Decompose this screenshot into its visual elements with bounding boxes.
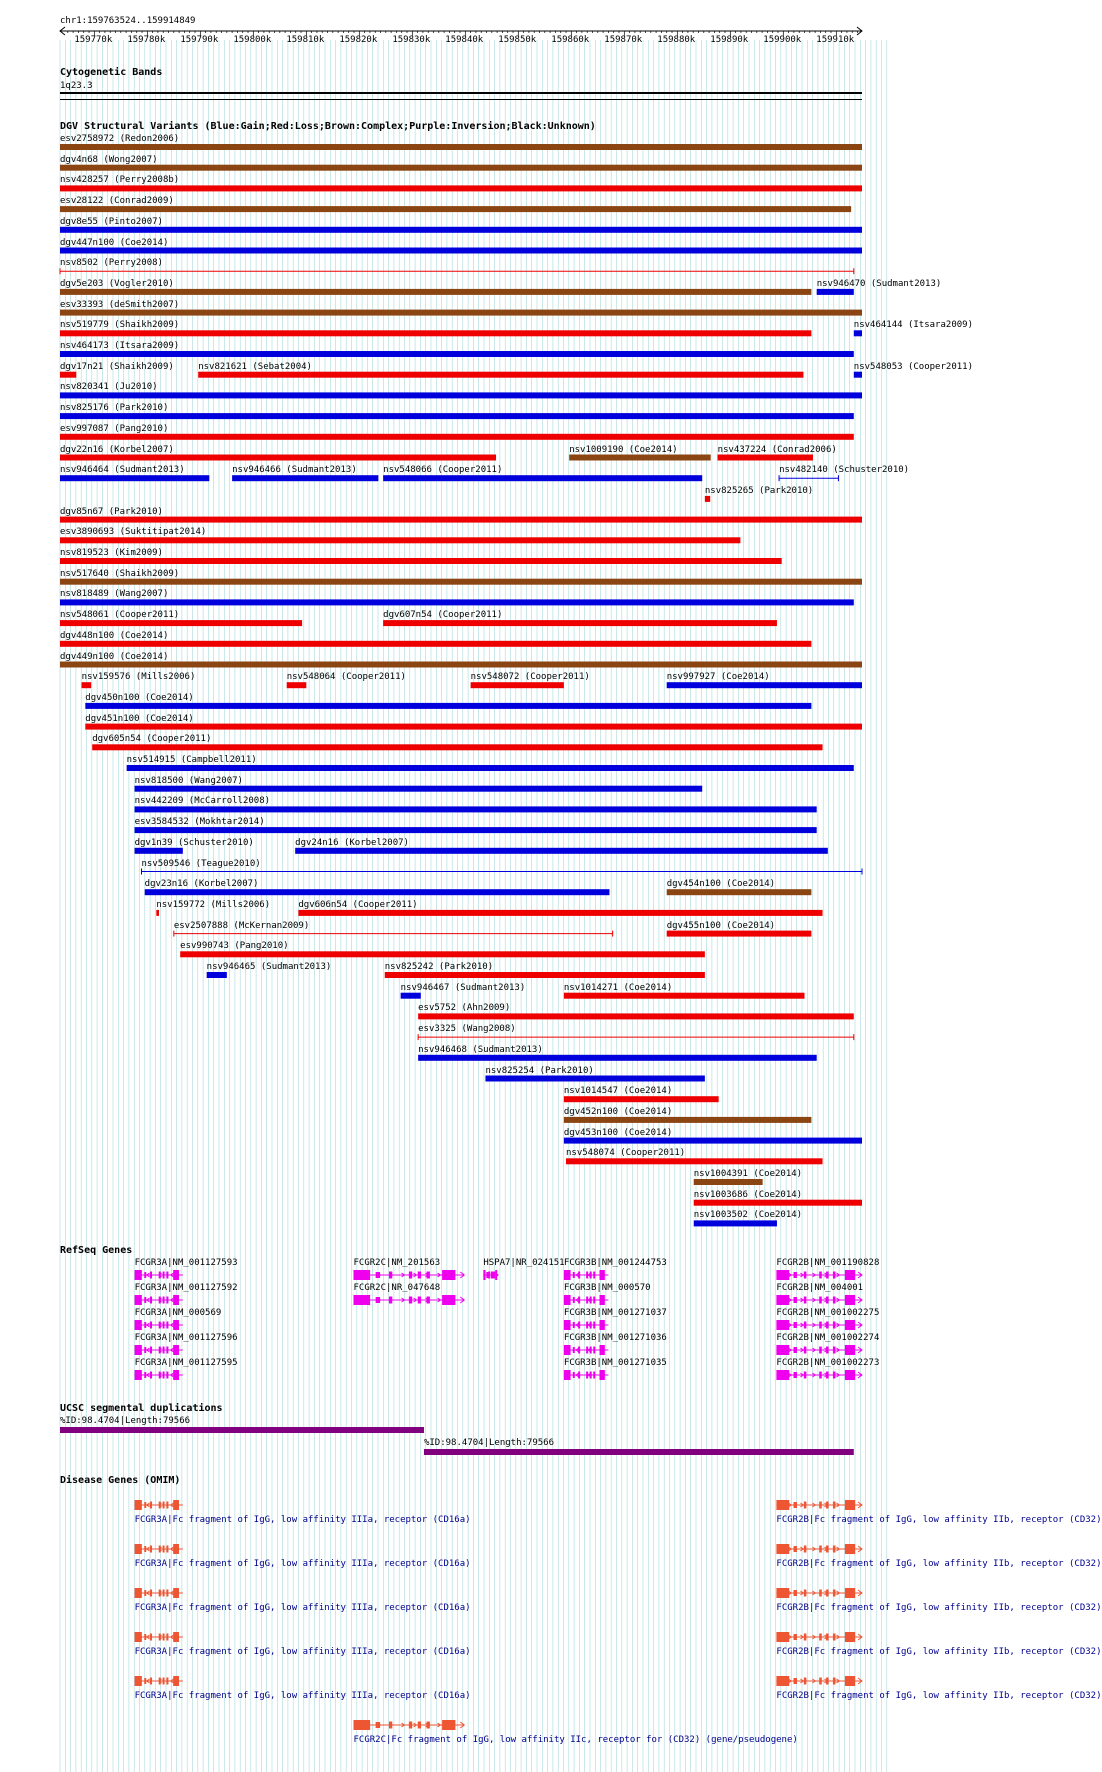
dgv-feature-label: esv3890693 (Suktitipat2014): [60, 527, 207, 538]
ruler-tick-label: 159880k: [657, 35, 696, 45]
omim-gene-exon: [135, 1632, 142, 1642]
dgv-feature-label: esv33393 (deSmith2007): [60, 299, 180, 310]
omim-gene-exon: [776, 1500, 789, 1510]
omim-gene-exon: [135, 1588, 142, 1598]
ruler-tick-label: 159790k: [180, 35, 219, 45]
omim-gene-exon: [173, 1500, 179, 1510]
refseq-gene-label: FCGR2C|NR_047648: [353, 1283, 441, 1293]
omim-gene-exon: [794, 1502, 797, 1508]
omim-gene-label: FCGR2B|Fc fragment of IgG, low affinity IIb, receptor (CD32): [776, 1559, 1102, 1569]
refseq-gene-label: FCGR3B|NM_001271035: [563, 1358, 667, 1368]
omim-gene-exon: [833, 1546, 836, 1553]
dgv-feature-label: nsv946468 (Sudmant2013): [418, 1044, 543, 1055]
omim-gene-exon: [776, 1588, 789, 1598]
omim-gene-label: FCGR3A|Fc fragment of IgG, low affinity IIIa, receptor (CD16a): [134, 1515, 471, 1525]
refseq-gene-label: FCGR3B|NM_001244753: [563, 1258, 667, 1268]
dgv-feature-label: dgv448n100 (Coe2014): [60, 630, 169, 641]
omim-gene-exon: [418, 1722, 421, 1729]
omim-gene-exon: [163, 1546, 165, 1553]
dgv-feature-label: nsv818500 (Wang2007): [134, 775, 243, 786]
dgv-feature-label: dgv452n100 (Coe2014): [563, 1106, 673, 1117]
dgv-feature-label: nsv821621 (Sebat2004): [198, 361, 312, 372]
dgv-feature-label: esv3325 (Wang2008): [418, 1024, 516, 1035]
ruler-tick-label: 159860k: [551, 35, 590, 45]
dgv-feature-label: nsv548053 (Cooper2011): [853, 361, 973, 372]
refseq-track-title: RefSeq Genes: [60, 1245, 133, 1256]
dgv-feature-label: nsv946465 (Sudmant2013): [206, 962, 332, 972]
dgv-track-title: DGV Structural Variants (Blue:Gain;Red:Loss;Brown:Complex;Purple:Inversion;Black:Unknown): [60, 121, 596, 132]
refseq-gene-label: FCGR2C|NM_201563: [353, 1258, 441, 1268]
omim-gene-exon: [833, 1634, 836, 1641]
omim-gene-exon: [409, 1722, 412, 1729]
dgv-feature-label: nsv482140 (Schuster2010): [779, 465, 910, 476]
dgv-feature-label: dgv455n100 (Coe2014): [666, 920, 776, 931]
dgv-feature-label: dgv22n16 (Korbel2007): [60, 444, 174, 455]
ruler-tick-label: 159830k: [392, 35, 431, 45]
dgv-feature-label: esv990743 (Pang2010): [180, 941, 289, 952]
omim-gene-exon: [163, 1678, 165, 1685]
dgv-feature-label: nsv1009190 (Coe2014): [569, 444, 678, 455]
refseq-gene-label: FCGR2B|NM_001002274: [776, 1333, 880, 1343]
dgv-feature-label: dgv454n100 (Coe2014): [666, 879, 776, 890]
dgv-feature-label: nsv946470 (Sudmant2013): [816, 278, 942, 289]
dgv-feature-label: nsv428257 (Perry2008b): [60, 175, 180, 186]
dgv-feature-label: nsv820341 (Ju2010): [60, 382, 158, 393]
cytoband-label: 1q23.3: [60, 81, 93, 91]
ruler-tick-label: 159850k: [498, 35, 537, 45]
omim-gene-exon: [150, 1678, 152, 1685]
refseq-gene-label: FCGR3A|NM_001127592: [134, 1283, 238, 1293]
coordinate-readout: chr1:159763524..159914849: [60, 16, 196, 26]
dgv-feature-label: nsv464144 (Itsara2009): [853, 320, 973, 331]
omim-gene-exon: [173, 1544, 179, 1554]
omim-gene-label: FCGR2B|Fc fragment of IgG, low affinity IIb, receptor (CD32): [776, 1603, 1102, 1613]
dgv-feature-label: nsv1004391 (Coe2014): [693, 1169, 803, 1179]
dgv-feature-label: esv3584532 (Mokhtar2014): [134, 817, 265, 828]
omim-gene-exon: [845, 1500, 855, 1510]
omim-gene-exon: [150, 1590, 152, 1597]
dgv-feature-label: nsv946467 (Sudmant2013): [400, 982, 526, 993]
dgv-feature-label: nsv1014271 (Coe2014): [563, 982, 673, 993]
dgv-feature-label: dgv449n100 (Coe2014): [60, 651, 169, 662]
omim-gene-exon: [819, 1546, 822, 1553]
dgv-feature-label: dgv1n39 (Schuster2010): [134, 837, 254, 848]
dgv-feature-label: nsv442209 (McCarroll2008): [134, 796, 271, 807]
ruler-tick-label: 159800k: [233, 35, 272, 45]
segdup-label: %ID:98.4704|Length:79566: [60, 1416, 191, 1426]
dgv-feature-label: dgv453n100 (Coe2014): [563, 1127, 673, 1138]
omim-gene-exon: [150, 1502, 152, 1509]
refseq-gene-label: FCGR2B|NM_001002275: [776, 1308, 880, 1318]
omim-gene-exon: [819, 1634, 822, 1641]
ruler-tick-label: 159890k: [710, 35, 749, 45]
omim-gene-label: FCGR3A|Fc fragment of IgG, low affinity IIIa, receptor (CD16a): [134, 1603, 471, 1613]
dgv-feature-label: dgv447n100 (Coe2014): [60, 237, 169, 248]
refseq-gene-label: FCGR2B|NM_001002273: [776, 1358, 880, 1368]
refseq-gene-label: FCGR3B|NM_000570: [563, 1283, 651, 1293]
dgv-feature-label: dgv8e55 (Pinto2007): [60, 216, 163, 227]
dgv-feature-label: nsv519779 (Shaikh2009): [60, 320, 180, 331]
omim-gene-exon: [163, 1634, 165, 1641]
dgv-feature-label: esv2758972 (Redon2006): [60, 134, 180, 144]
omim-gene-exon: [135, 1500, 142, 1510]
dgv-feature-label: nsv464173 (Itsara2009): [60, 341, 180, 351]
omim-gene-exon: [845, 1676, 855, 1686]
dgv-feature-label: nsv437224 (Conrad2006): [717, 444, 837, 455]
omim-gene-exon: [794, 1634, 797, 1640]
dgv-feature-label: nsv509546 (Teague2010): [141, 858, 261, 869]
refseq-gene-label: FCGR2B|NM_001190828: [776, 1258, 880, 1268]
ruler-tick-label: 159840k: [445, 35, 484, 45]
dgv-feature-label: nsv548061 (Cooper2011): [60, 610, 180, 621]
omim-gene-exon: [163, 1590, 165, 1597]
dgv-feature-label: nsv1003502 (Coe2014): [693, 1210, 803, 1221]
dgv-feature-label: dgv605n54 (Cooper2011): [92, 734, 212, 745]
refseq-gene-label: FCGR2B|NM_004001: [776, 1283, 864, 1293]
cytoband-track-title: Cytogenetic Bands: [60, 67, 163, 78]
dgv-feature-label: nsv548066 (Cooper2011): [383, 465, 503, 476]
dgv-feature-label: nsv159772 (Mills2006): [156, 899, 271, 910]
segdup-track-title: UCSC segmental duplications: [60, 1403, 223, 1414]
dgv-feature-label: nsv8502 (Perry2008): [60, 258, 163, 269]
omim-gene-exon: [166, 1546, 168, 1553]
omim-gene-label: FCGR3A|Fc fragment of IgG, low affinity IIIa, receptor (CD16a): [134, 1647, 471, 1657]
omim-gene-label: FCGR3A|Fc fragment of IgG, low affinity IIIa, receptor (CD16a): [134, 1691, 471, 1701]
refseq-gene-label: FCGR3B|NM_001271036: [563, 1333, 667, 1343]
dgv-feature-label: esv997087 (Pang2010): [60, 423, 169, 434]
refseq-gene-label: FCGR3A|NM_001127593: [134, 1258, 238, 1268]
dgv-feature-label: dgv24n16 (Korbel2007): [295, 837, 409, 848]
dgv-feature-label: dgv450n100 (Coe2014): [85, 692, 194, 703]
omim-track-title: Disease Genes (OMIM): [60, 1475, 181, 1486]
ruler-tick-label: 159770k: [74, 35, 113, 45]
omim-gene-label: FCGR2B|Fc fragment of IgG, low affinity IIb, receptor (CD32): [776, 1647, 1102, 1657]
omim-gene-exon: [819, 1590, 822, 1597]
omim-gene-label: FCGR2C|Fc fragment of IgG, low affinity IIc, receptor for (CD32) (gene/pseudogene): [353, 1735, 798, 1745]
dgv-feature-label: esv28122 (Conrad2009): [60, 196, 174, 207]
refseq-gene-label: FCGR3A|NM_000569: [134, 1308, 222, 1318]
omim-gene-exon: [135, 1676, 142, 1686]
omim-gene-exon: [135, 1544, 142, 1554]
dgv-feature-label: esv5752 (Ahn2009): [418, 1003, 511, 1014]
omim-gene-exon: [794, 1590, 797, 1596]
dgv-feature-label: dgv606n54 (Cooper2011): [298, 899, 418, 910]
dgv-feature-label: nsv818489 (Wang2007): [60, 589, 169, 600]
dgv-feature-label: dgv451n100 (Coe2014): [85, 713, 194, 724]
ruler-tick-label: 159900k: [763, 35, 802, 45]
omim-gene-exon: [442, 1720, 455, 1730]
omim-gene-exon: [166, 1678, 168, 1685]
ruler-tick-label: 159910k: [816, 35, 855, 45]
dgv-feature-label: nsv825265 (Park2010): [704, 485, 814, 496]
refseq-gene-label: FCGR3B|NM_001271037: [563, 1308, 667, 1318]
dgv-feature-label: nsv1014547 (Coe2014): [563, 1086, 673, 1097]
dgv-feature-label: esv2507888 (McKernan2009): [173, 920, 310, 931]
refseq-gene-label: FCGR3A|NM_001127595: [134, 1358, 238, 1368]
dgv-feature-label: nsv548072 (Cooper2011): [470, 672, 590, 683]
dgv-feature-label: dgv17n21 (Shaikh2009): [60, 361, 174, 372]
dgv-feature-label: nsv825242 (Park2010): [384, 962, 494, 972]
ruler-tick-label: 159780k: [127, 35, 166, 45]
dgv-feature-label: nsv1003686 (Coe2014): [693, 1189, 803, 1200]
omim-gene-exon: [819, 1678, 822, 1685]
omim-gene-exon: [173, 1676, 179, 1686]
dgv-feature-label: dgv4n68 (Wong2007): [60, 154, 158, 165]
omim-gene-exon: [776, 1632, 789, 1642]
omim-gene-exon: [845, 1632, 855, 1642]
dgv-feature-label: nsv159576 (Mills2006): [81, 672, 196, 683]
omim-gene-exon: [166, 1502, 168, 1509]
dgv-feature-label: dgv607n54 (Cooper2011): [383, 610, 503, 621]
dgv-feature-label: nsv819523 (Kim2009): [60, 548, 163, 558]
omim-gene-exon: [776, 1676, 789, 1686]
omim-gene-exon: [150, 1546, 152, 1553]
omim-gene-exon: [794, 1546, 797, 1552]
ruler-tick-label: 159810k: [286, 35, 325, 45]
omim-gene-label: FCGR3A|Fc fragment of IgG, low affinity IIIa, receptor (CD16a): [134, 1559, 471, 1569]
omim-gene-exon: [819, 1502, 822, 1509]
omim-gene-exon: [166, 1590, 168, 1597]
omim-gene-exon: [173, 1632, 179, 1642]
dgv-feature-label: nsv517640 (Shaikh2009): [60, 568, 180, 579]
dgv-feature-label: dgv5e203 (Vogler2010): [60, 278, 174, 289]
dgv-feature-label: nsv946466 (Sudmant2013): [232, 465, 357, 476]
dgv-feature-label: nsv514915 (Campbell2011): [126, 755, 257, 765]
omim-gene-exon: [845, 1544, 855, 1554]
omim-gene-exon: [166, 1634, 168, 1641]
omim-gene-exon: [833, 1678, 836, 1685]
dgv-feature-label: nsv946464 (Sudmant2013): [60, 465, 185, 476]
refseq-gene-label: FCGR3A|NM_001127596: [134, 1333, 238, 1343]
omim-gene-exon: [833, 1502, 836, 1509]
omim-gene-exon: [845, 1588, 855, 1598]
omim-gene-label: FCGR2B|Fc fragment of IgG, low affinity IIb, receptor (CD32): [776, 1515, 1102, 1525]
omim-gene-exon: [173, 1588, 179, 1598]
ruler-tick-label: 159870k: [604, 35, 643, 45]
dgv-feature-label: dgv23n16 (Korbel2007): [144, 879, 259, 890]
ruler-tick-label: 159820k: [339, 35, 378, 45]
dgv-feature-label: nsv825176 (Park2010): [60, 403, 169, 414]
segdup-label: %ID:98.4704|Length:79566: [423, 1438, 555, 1448]
omim-gene-exon: [150, 1634, 152, 1641]
dgv-feature-label: nsv997927 (Coe2014): [666, 672, 770, 683]
dgv-feature-label: dgv85n67 (Park2010): [60, 506, 163, 517]
dgv-feature-label: nsv548064 (Cooper2011): [286, 672, 406, 683]
dgv-feature-label: nsv548074 (Cooper2011): [566, 1148, 686, 1159]
dgv-feature-label: nsv825254 (Park2010): [485, 1065, 594, 1076]
omim-gene-exon: [776, 1544, 789, 1554]
omim-gene-exon: [163, 1502, 165, 1509]
refseq-gene-label: HSPA7|NR_024151: [483, 1258, 565, 1268]
omim-gene-exon: [794, 1678, 797, 1684]
omim-gene-exon: [833, 1590, 836, 1597]
omim-gene-label: FCGR2B|Fc fragment of IgG, low affinity IIb, receptor (CD32): [776, 1691, 1102, 1701]
